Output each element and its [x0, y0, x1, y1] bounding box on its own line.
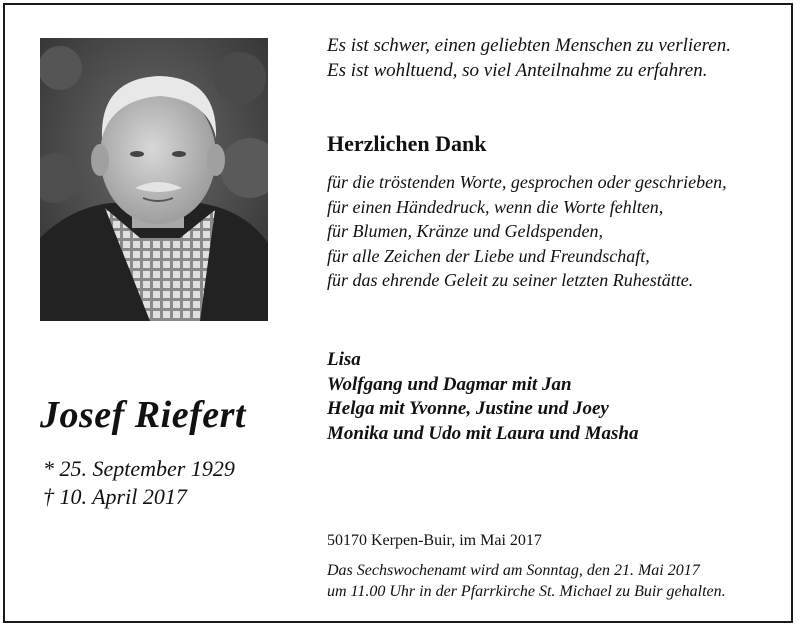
obituary-card	[3, 3, 793, 623]
notice-line: Das Sechswochenamt wird am Sonntag, den 21. Mai 2017	[327, 562, 700, 579]
mass-notice	[327, 560, 726, 602]
portrait-photo	[40, 38, 268, 321]
place-date: 50170 Kerpen-Buir, im Mai 2017	[327, 532, 542, 549]
thanks-heading: Herzlichen Dank	[327, 131, 487, 156]
family-line: Helga mit Yvonne, Justine und Joey	[327, 398, 609, 419]
notice-line: um 11.00 Uhr in der Pfarrkirche St. Michael zu Buir gehalten.	[327, 583, 726, 600]
birth-date: * 25. September 1929	[43, 456, 235, 481]
quote-line: Es ist schwer, einen geliebten Menschen zu verlieren.	[327, 35, 731, 56]
thanks-list	[327, 170, 727, 293]
opening-quote	[327, 33, 731, 83]
family-line: Lisa	[327, 349, 361, 370]
family-line: Monika und Udo mit Laura und Masha	[327, 422, 639, 444]
thanks-line: für das ehrende Geleit zu seiner letzten Ruhestätte.	[327, 270, 694, 290]
family-signatures	[327, 348, 639, 446]
thanks-line: für Blumen, Kränze und Geldspenden,	[327, 221, 603, 241]
thanks-line: für einen Händedruck, wenn die Worte fehlten,	[327, 196, 664, 217]
deceased-name: Josef Riefert	[40, 394, 246, 436]
life-dates	[43, 455, 235, 511]
thanks-line: für alle Zeichen der Liebe und Freundschaft,	[327, 245, 650, 266]
family-line: Wolfgang und Dagmar mit Jan	[327, 373, 572, 395]
death-date: † 10. April 2017	[43, 484, 187, 509]
quote-line: Es ist wohltuend, so viel Anteilnahme zu erfahren.	[327, 60, 708, 81]
thanks-line: für die tröstenden Worte, gesprochen oder geschrieben,	[327, 172, 727, 192]
